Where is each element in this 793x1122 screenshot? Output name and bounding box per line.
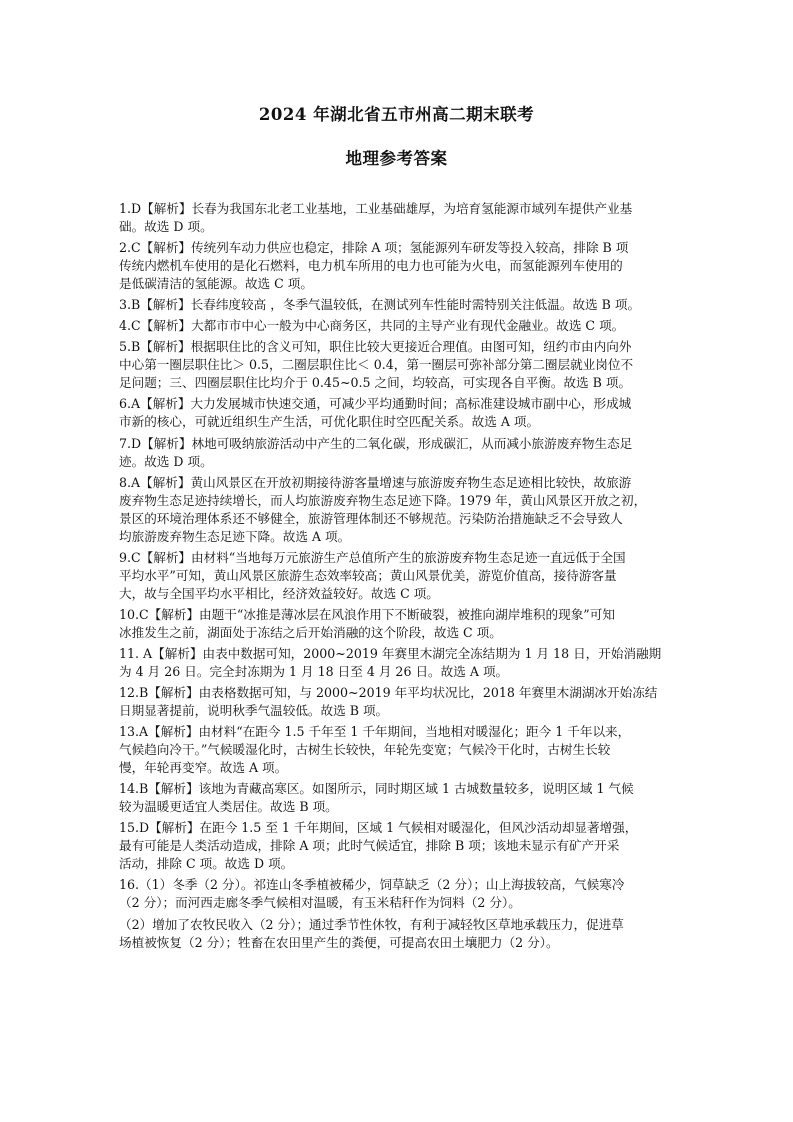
answer-line: 7.D【解析】林地可吸纳旅游活动中产生的二氧化碳，形成碳汇，从而减小旅游废弃物生态足	[119, 435, 633, 451]
answer-line: 市新的核心，可就近组织生产生活，可优化职住时空匹配关系。故选 A 项。	[119, 414, 540, 430]
answer-item	[119, 780, 687, 816]
answer-line: 础。故选 D 项。	[119, 219, 213, 234]
answer-line: 迹。故选 D 项。	[119, 453, 213, 469]
answer-line: 废弃物生态足迹持续增长，而人均旅游废弃物生态足迹下降。1979 年，黄山风景区开放之初，	[119, 492, 647, 508]
answer-line: 传统内燃机车使用的是化石燃料，电力机车所用的电力也可能为火电，而氢能源列车使用的	[119, 258, 623, 274]
answer-item	[119, 296, 687, 314]
answer-line: 14.B【解析】该地为青藏高寒区。如图所示，同时期区域 1 古城数量较多，说明区域 1 气候	[119, 781, 634, 797]
answer-item	[119, 606, 687, 642]
answer-line: 1.D【解析】长春为我国东北老工业基地，工业基础雄厚，为培育氢能源市域列车提供产业基	[119, 201, 633, 216]
answer-line: 为 4 月 26 日。完全封冻期为 1 月 18 日至 4 月 26 日。故选 A 项。	[119, 663, 509, 679]
answer-line: 均旅游废弃物生态足迹下降。故选 A 项。	[119, 528, 351, 544]
answer-line: 15.D【解析】在距今 1.5 至 1 千年期间，区域 1 气候相对暖湿化，但风沙活动却显著增强，	[119, 820, 638, 836]
answer-line: 足问题；三、四圈层职住比均介于 0.45~0.5 之间，均较高，可实现各自平衡。故选 B 项。	[119, 375, 632, 391]
answer-line: 9.C【解析】由材料“当地每万元旅游生产总值所产生的旅游废弃物生态足迹一直远低于全国	[119, 549, 626, 565]
answer-item	[119, 317, 687, 335]
answer-line: 10.C【解析】由题干“冰推是薄冰层在风浪作用下不断破裂，被推向湖岸堆积的现象”可知	[119, 606, 615, 622]
answer-item	[119, 549, 687, 603]
answer-line: 冰推发生之前，湖面处于冻结之后开始消融的这个阶段，故选 C 项。	[119, 624, 502, 640]
answer-line: （2）增加了农牧民收入（2 分）；通过季节性休牧，有利于减轻牧区草地承载压力，促进草	[119, 916, 624, 932]
answer-item	[119, 645, 687, 681]
page-title: 2024 年湖北省五市州高二期末联考	[258, 105, 535, 124]
answer-item	[119, 474, 687, 546]
answer-item	[119, 239, 687, 293]
answer-line: 是低碳清洁的氢能源。故选 C 项。	[119, 276, 313, 292]
answer-line: 场植被恢复（2 分）；牲畜在农田里产生的粪便，可提高农田土壤肥力（2 分）。	[119, 934, 559, 950]
answer-line: 较为温暖更适宜人类居住。故选 B 项。	[119, 799, 338, 815]
answer-item	[119, 684, 687, 720]
answer-item	[119, 338, 687, 392]
answer-item	[119, 395, 687, 431]
answer-line: 日期显著提前，说明秋季气温较低。故选 B 项。	[119, 703, 389, 719]
answer-list	[119, 200, 687, 955]
answer-line: 慢，年轮再变窄。故选 A 项。	[119, 760, 288, 776]
answer-line: 平均水平”可知，黄山风景区旅游生态效率较高；黄山风景优美，游览价值高，接待游客量	[119, 567, 617, 583]
answer-line: 12.B【解析】由表格数据可知，与 2000~2019 年平均状况比，2018 年赛里木湖湖冰开始冻结	[119, 685, 658, 701]
answer-line: 最有可能是人类活动造成，排除 A 项；此时气候适宜，排除 B 项；该地未显示有矿产开采	[119, 838, 620, 854]
answer-item	[119, 819, 687, 873]
answer-line: （2 分）；而河西走廊冬季气候相对温暖，有玉米秸秆作为饲料（2 分）。	[119, 895, 521, 911]
answer-line: 气候趋向冷干。”气候暖湿化时，古树生长较快，年轮先变宽；气候冷干化时，古树生长较	[119, 742, 611, 758]
answer-item	[119, 435, 687, 471]
answer-item	[119, 916, 687, 952]
answer-item	[119, 200, 687, 236]
answer-line: 中心第一圈层职住比＞ 0.5，二圈层职住比＜ 0.4，第一圈层可弥补部分第二圈层就业岗位不	[119, 357, 634, 373]
answer-line: 11. A【解析】由表中数据可知，2000~2019 年赛里木湖完全冻结期为 1 月 18 日，开始消融期	[119, 645, 662, 661]
answer-line: 大，故与全国平均水平相比，经济效益较好。故选 C 项。	[119, 585, 439, 601]
answer-line: 8.A【解析】黄山风景区在开放初期接待游客量增速与旅游废弃物生态足迹相比较快，故旅游	[119, 474, 632, 490]
answer-line: 4.C【解析】大都市市中心一般为中心商务区，共同的主导产业有现代金融业。故选 C 项。	[119, 318, 625, 334]
answer-line: 3.B【解析】长春纬度较高 ，冬季气温较低，在测试列车性能时需特别关注低温。故选 B 项。	[119, 297, 641, 313]
answer-line: 13.A【解析】由材料“在距今 1.5 千年至 1 千年期间，当地相对暖湿化；距今 1 千年以来，	[119, 724, 631, 740]
page-subtitle: 地理参考答案	[345, 149, 448, 168]
answer-line: 景区的环境治理体系还不够健全，旅游管理体制还不够规范。污染防治措施缺乏不会导致人	[119, 510, 623, 526]
answer-line: 16.（1）冬季（2 分）。祁连山冬季植被稀少，饲草缺乏（2 分）；山上海拔较高，气候寒冷	[119, 877, 625, 893]
answer-line: 6.A【解析】大力发展城市快速交通，可减少平均通勤时间；高标准建设城市副中心，形成城	[119, 396, 632, 412]
answer-item	[119, 876, 687, 912]
answer-item	[119, 723, 687, 777]
answer-line: 2.C【解析】传统列车动力供应也稳定，排除 A 项；氢能源列车研发等投入较高，排除 B 项	[119, 240, 629, 256]
answer-line: 活动，排除 C 项。故选 D 项。	[119, 856, 294, 872]
answer-line: 5.B【解析】根据职住比的含义可知，职住比较大更接近合理值。由图可知，纽约市由内向外	[119, 339, 632, 355]
